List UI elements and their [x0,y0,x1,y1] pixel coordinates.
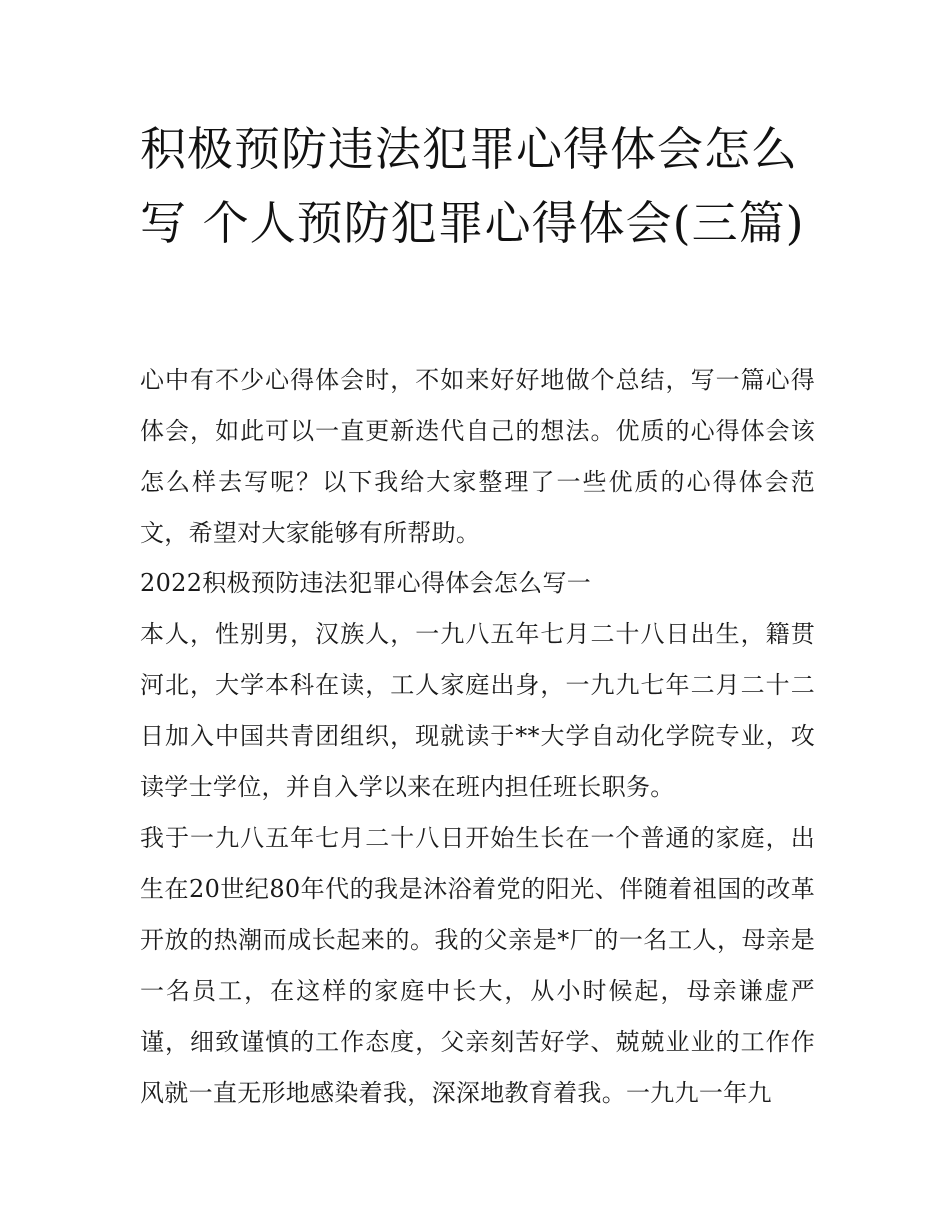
document-title: 积极预防违法犯罪心得体会怎么写 个人预防犯罪心得体会(三篇) [140,122,805,250]
intro-paragraph: 心中有不少心得体会时，不如来好好地做个总结，写一篇心得体会，如此可以一直更新迭代自己的想法。优质的心得体会该怎么样去写呢？以下我给大家整理了一些优质的心得体会范文，希望对大家能够有所帮助。 [140,366,815,547]
section-heading: 2022积极预防违法犯罪心得体会怎么写一 [140,569,592,597]
body-paragraph: 我于一九八五年七月二十八日开始生长在一个普通的家庭，出生在20世纪80年代的我是沐浴着党的阳光、伴随着祖国的改革开放的热潮而成长起来的。我的父亲是*厂的一名工人，母亲是一名员工，在这样的家庭中长大，从小时候起，母亲谦虚严谨，细致谨慎的工作态度，父亲刻苦好学、兢兢业业的工作作风就一直无形地感染着我，深深地教育着我。一九九一年九 [140,824,815,1107]
body-paragraph: 本人，性别男，汉族人，一九八五年七月二十八日出生，籍贯河北，大学本科在读，工人家庭出身，一九九七年二月二十二日加入中国共青团组织，现就读于**大学自动化学院专业，攻读学士学位，并自入学以来在班内担任班长职务。 [140,620,815,801]
